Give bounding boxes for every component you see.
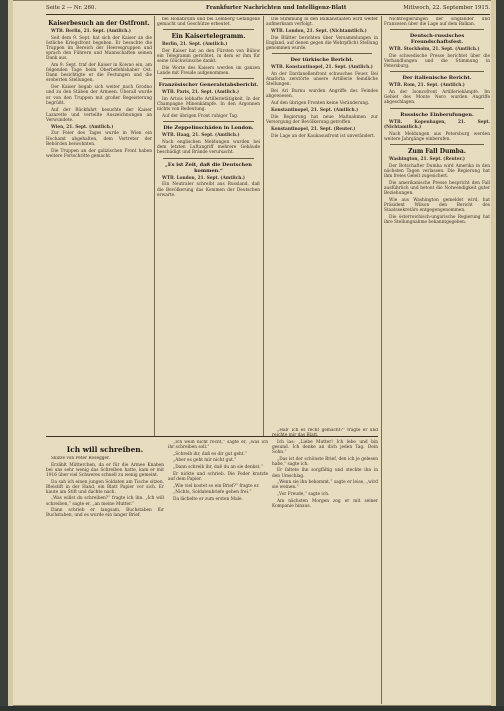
section-rule	[390, 71, 484, 72]
paragraph: Die Regierung hat neue Maßnahmen zur Versorgung der Bevölkerung getroffen.	[266, 114, 378, 125]
paragraph: „Wenn sie ihn bekommt,“ sagte er leise, „wird sie weinen.“	[272, 480, 378, 491]
page-label: Seite 2 — Nr. 260.	[46, 5, 97, 11]
paragraph: Die Blätter berichten über Versammlungen in England, auf denen gegen die Wehrpflicht Stellung genommen wurde.	[266, 35, 378, 52]
paragraph: Erzählt Mütterchen, da er für die Armee Knaben bei uns sehr wenig das Schreiben hatte, kam er mit 1916 über viel Schweres schnell zu wenig gemeint.	[46, 462, 164, 478]
paragraph: Da lächelte er zum ersten Male.	[173, 497, 243, 502]
paragraph: Auf der Rückfahrt besuchte der Kaiser Lazarette und verteilte Auszeichnungen an Verwundete.	[46, 107, 152, 123]
dateline: WTB. Kopenhagen, 21. Sept. (Nichtamtlich.)	[384, 119, 490, 130]
dateline: WTB. Rom, 21. Sept. (Amtlich.)	[389, 83, 465, 89]
paragraph: Wie aus Washington gemeldet wird, hat Präsident Wilson den Bericht des Staatssekretärs entgegengenommen.	[384, 197, 490, 213]
section-rule	[390, 108, 484, 109]
paragraph: Seit dem 9. Sept. hat sich der Kaiser an die östliche Kriegsfront begeben. Er besuchte die Truppen im Bereich der Heeresgruppen und sprach den Führern und Mannschaften seinen Dank aus.	[46, 35, 152, 62]
dateline: WTB. Berlin, 21. Sept. (Amtlich.)	[51, 29, 131, 34]
date-label: Mittwoch, 22. September 1915.	[403, 5, 490, 11]
paragraph: Die schwedische Presse berichtet über die Verhandlungen und die Stimmung in Petersburg.	[384, 54, 490, 70]
paragraph: „Was willst du schreiben?“ fragte ich ihn. „Ich will schreiben,“ sagte er, „an meine Mutter.“	[46, 496, 164, 507]
paragraph: Die amerikanische Presse bespricht den Fall ausführlich und betont die Notwendigkeit guter Beziehungen.	[384, 180, 490, 196]
dateline: WTB. London, 21. Sept. (Amtlich.)	[162, 175, 245, 181]
paragraph: „Ich weiß nicht recht,“ sagte er, „was ich ihr schreiben soll.“	[168, 440, 268, 451]
paragraph: Ein Neutraler schreibt aus Russland, daß die Bevölkerung das Kommen der Deutschen erwarte.	[157, 182, 260, 198]
headline: Kaiserbesuch an der Ostfront.	[48, 20, 150, 27]
column-1	[46, 17, 152, 441]
scan-border	[0, 706, 504, 711]
story-title: Ich will schreiben.	[66, 445, 144, 454]
paragraph: Skizze von Peter Rosegger.	[51, 456, 110, 461]
paragraph: „Das ist der schönste Brief, den ich je gelesen habe,“ sagte ich.	[272, 456, 378, 467]
paragraph: Nach englischen Meldungen wurden bei dem letzten Luftangriff mehrere Gebäude beschädigt und Brände verursacht.	[157, 140, 260, 156]
paragraph: Im Artois lebhafte Artillerietätigkeit. In der Champagne Minenkämpfe. In den Argonnen nichts von Bedeutung.	[157, 97, 260, 113]
headline: Deutsch-russisches Freundschaftsfest.	[409, 33, 465, 46]
page-edge-right	[491, 0, 496, 706]
paragraph: „Aber es geht mir nicht gut.“	[173, 458, 237, 464]
paragraph: Bei Ari Burnu wurden Angriffe des Feindes abgewiesen.	[266, 89, 378, 100]
section-rule	[163, 121, 254, 122]
headline: Der italienische Bericht.	[402, 75, 472, 82]
headline: „Es ist Zeit, daß die Deutschen kommen.“	[165, 161, 252, 174]
story-column-1	[46, 456, 164, 686]
column-divider	[263, 16, 264, 436]
dateline: Wien, 21. Sept. (Amtlich.)	[51, 124, 114, 130]
paragraph: „Hab' ich es recht gemacht?“ fragte er und reichte mir das Blatt.	[272, 428, 378, 439]
dateline: Berlin, 21. Sept. (Amtlich.)	[162, 42, 228, 48]
story-column-3	[272, 428, 378, 686]
dateline: WTB. London, 21. Sept. (Nichtamtlich.)	[271, 28, 367, 34]
section-rule	[163, 158, 254, 159]
section-rule	[163, 29, 254, 30]
paragraph: Nach Meldungen aus Petersburg werden weitere Jahrgänge einberufen.	[384, 131, 490, 142]
column-4	[384, 17, 490, 701]
section-rule	[390, 29, 484, 30]
paragraph: bei Hollabrunn und bei Lemberg Gefangene gemacht und Geschütze erbeutet.	[157, 17, 260, 28]
headline: Ein Kaisertelegramm.	[171, 33, 246, 41]
column-2	[157, 17, 260, 440]
paragraph: Die Truppen an der galizischen Front haben weitere Fortschritte gemacht.	[46, 148, 152, 159]
headline: Die Zeppelinschäden in London.	[163, 125, 254, 132]
headline: Französischer Generalstabsbericht.	[158, 82, 259, 89]
paragraph: Der Kaiser hat an den Fürsten von Bülow ein Telegramm gerichtet, in dem er ihm für seine Glückwünsche dankt.	[157, 49, 260, 65]
paragraph: Der Botschafter Dumba wird Amerika in den nächsten Tagen verlassen. Die Regierung hat ihm freies Geleit zugesichert.	[384, 163, 490, 179]
headline: Der türkische Bericht.	[290, 57, 354, 64]
paragraph: „Schreib ihr, daß es dir gut geht.“	[173, 451, 248, 457]
paragraph: Nichtregierungen der Engländer und Franzosen über die Lage auf dem Balkan.	[384, 17, 490, 28]
dateline: WTB. Stockholm, 21. Sept. (Amtlich.)	[389, 47, 480, 53]
section-rule	[390, 144, 484, 145]
paragraph: Da sah ich einen jungen Soldaten am Tische sitzen, Bleistift in der Hand, ein Blatt Papier vor sich. Er kaute am Stift und dachte nach.	[46, 479, 164, 495]
dateline: Konstantinopel, 21. Sept. (Amtlich.)	[271, 108, 359, 113]
dateline: WTB. Konstantinopel, 21. Sept. (Amtlich.)	[271, 65, 373, 71]
paragraph: Zur Feier des Tages wurde in Wien ein Hochamt abgehalten, dem Vertreter der Behörden beiwohnten.	[46, 131, 152, 147]
paragraph: An der Isonzofront Artilleriekämpfe. Im Gebiet des Monte Nero wurden Angriffe abgeschlagen.	[384, 90, 490, 106]
section-rule	[163, 78, 254, 79]
paragraph: Die österreichisch-ungarische Regierung hat ihre Stellungnahme bekanntgegeben.	[384, 214, 490, 225]
headline: Zum Fall Dumba.	[408, 147, 466, 155]
dateline: WTB. Paris, 21. Sept. (Amtlich.)	[162, 90, 240, 96]
paragraph: An der Dardanellenfront schwaches Feuer. Bei Anaforta zerstörte unsere Artillerie feindliche Stellungen.	[266, 72, 378, 88]
paragraph: Ich las: „Liebe Mutter! Ich lebe und bin gesund. Ich denke an dich jeden Tag. Dein Sohn.“	[272, 439, 378, 455]
paragraph: „Vor Freude,“ sagte ich.	[277, 492, 330, 497]
paragraph: Die Lage an der Kaukasusfront ist unverändert.	[271, 133, 376, 139]
dateline: WTB. Haag, 21. Sept. (Amtlich.)	[162, 133, 240, 139]
paragraph: Die Worte des Kaisers werden im ganzen Lande mit Freude aufgenommen.	[157, 66, 260, 77]
paragraph: Die Stimmung in den Balkanstaaten wird weiter aufmerksam verfolgt.	[266, 17, 378, 28]
paragraph: Am 9. Sept. traf der Kaiser in Kowno ein, am folgenden Tage beim Oberbefehlshaber Ost. Dann besichtigte er die Festungen und die eroberten Stellungen.	[46, 63, 152, 84]
paragraph: Auf der übrigen Front ruhiger Tag.	[162, 114, 239, 120]
paragraph: Am nächsten Morgen zog er mit seiner Kompanie hinaus.	[272, 498, 378, 509]
newspaper-page	[8, 0, 496, 706]
story-column-2	[168, 440, 268, 686]
paragraph: Er nickte und schrieb. Die Feder kratzte auf dem Papier.	[168, 471, 268, 482]
paragraph: „Dann schreib ihr, daß du an sie denkst.“	[173, 465, 263, 471]
paragraph: Der Kaiser begab sich weiter nach Grodno und zu den Stäben der Armeen. Überall wurde er von den Truppen mit großer Begeisterung begrüßt.	[46, 85, 152, 106]
dateline: Washington, 21. Sept. (Reuter.)	[389, 156, 465, 162]
paragraph: Er faltete ihn sorgfältig und steckte ihn in den Umschlag.	[272, 468, 378, 479]
paragraph: „Nichts, Soldatenbriefe gehen frei.“	[173, 490, 252, 496]
column-3	[266, 17, 378, 433]
dateline: Konstantinopel, 21. Sept. (Reuter.)	[271, 126, 356, 132]
paragraph: Dann schrieb er langsam, Buchstaben für Buchstaben, und es wurde ein langer Brief.	[46, 508, 164, 519]
paragraph: „Wie viel kostet so ein Brief?“ fragte er.	[173, 483, 260, 489]
column-divider	[381, 16, 382, 704]
section-rule	[272, 53, 372, 54]
paragraph: Auf den übrigen Fronten keine Veränderung.	[271, 101, 370, 107]
page-edge-left	[8, 0, 13, 706]
headline: Russische Einberufungen.	[400, 111, 474, 118]
paper-title: Frankfurter Nachrichten und Intelligenz-Blatt	[206, 5, 347, 11]
masthead	[46, 3, 490, 15]
column-divider	[154, 16, 155, 436]
